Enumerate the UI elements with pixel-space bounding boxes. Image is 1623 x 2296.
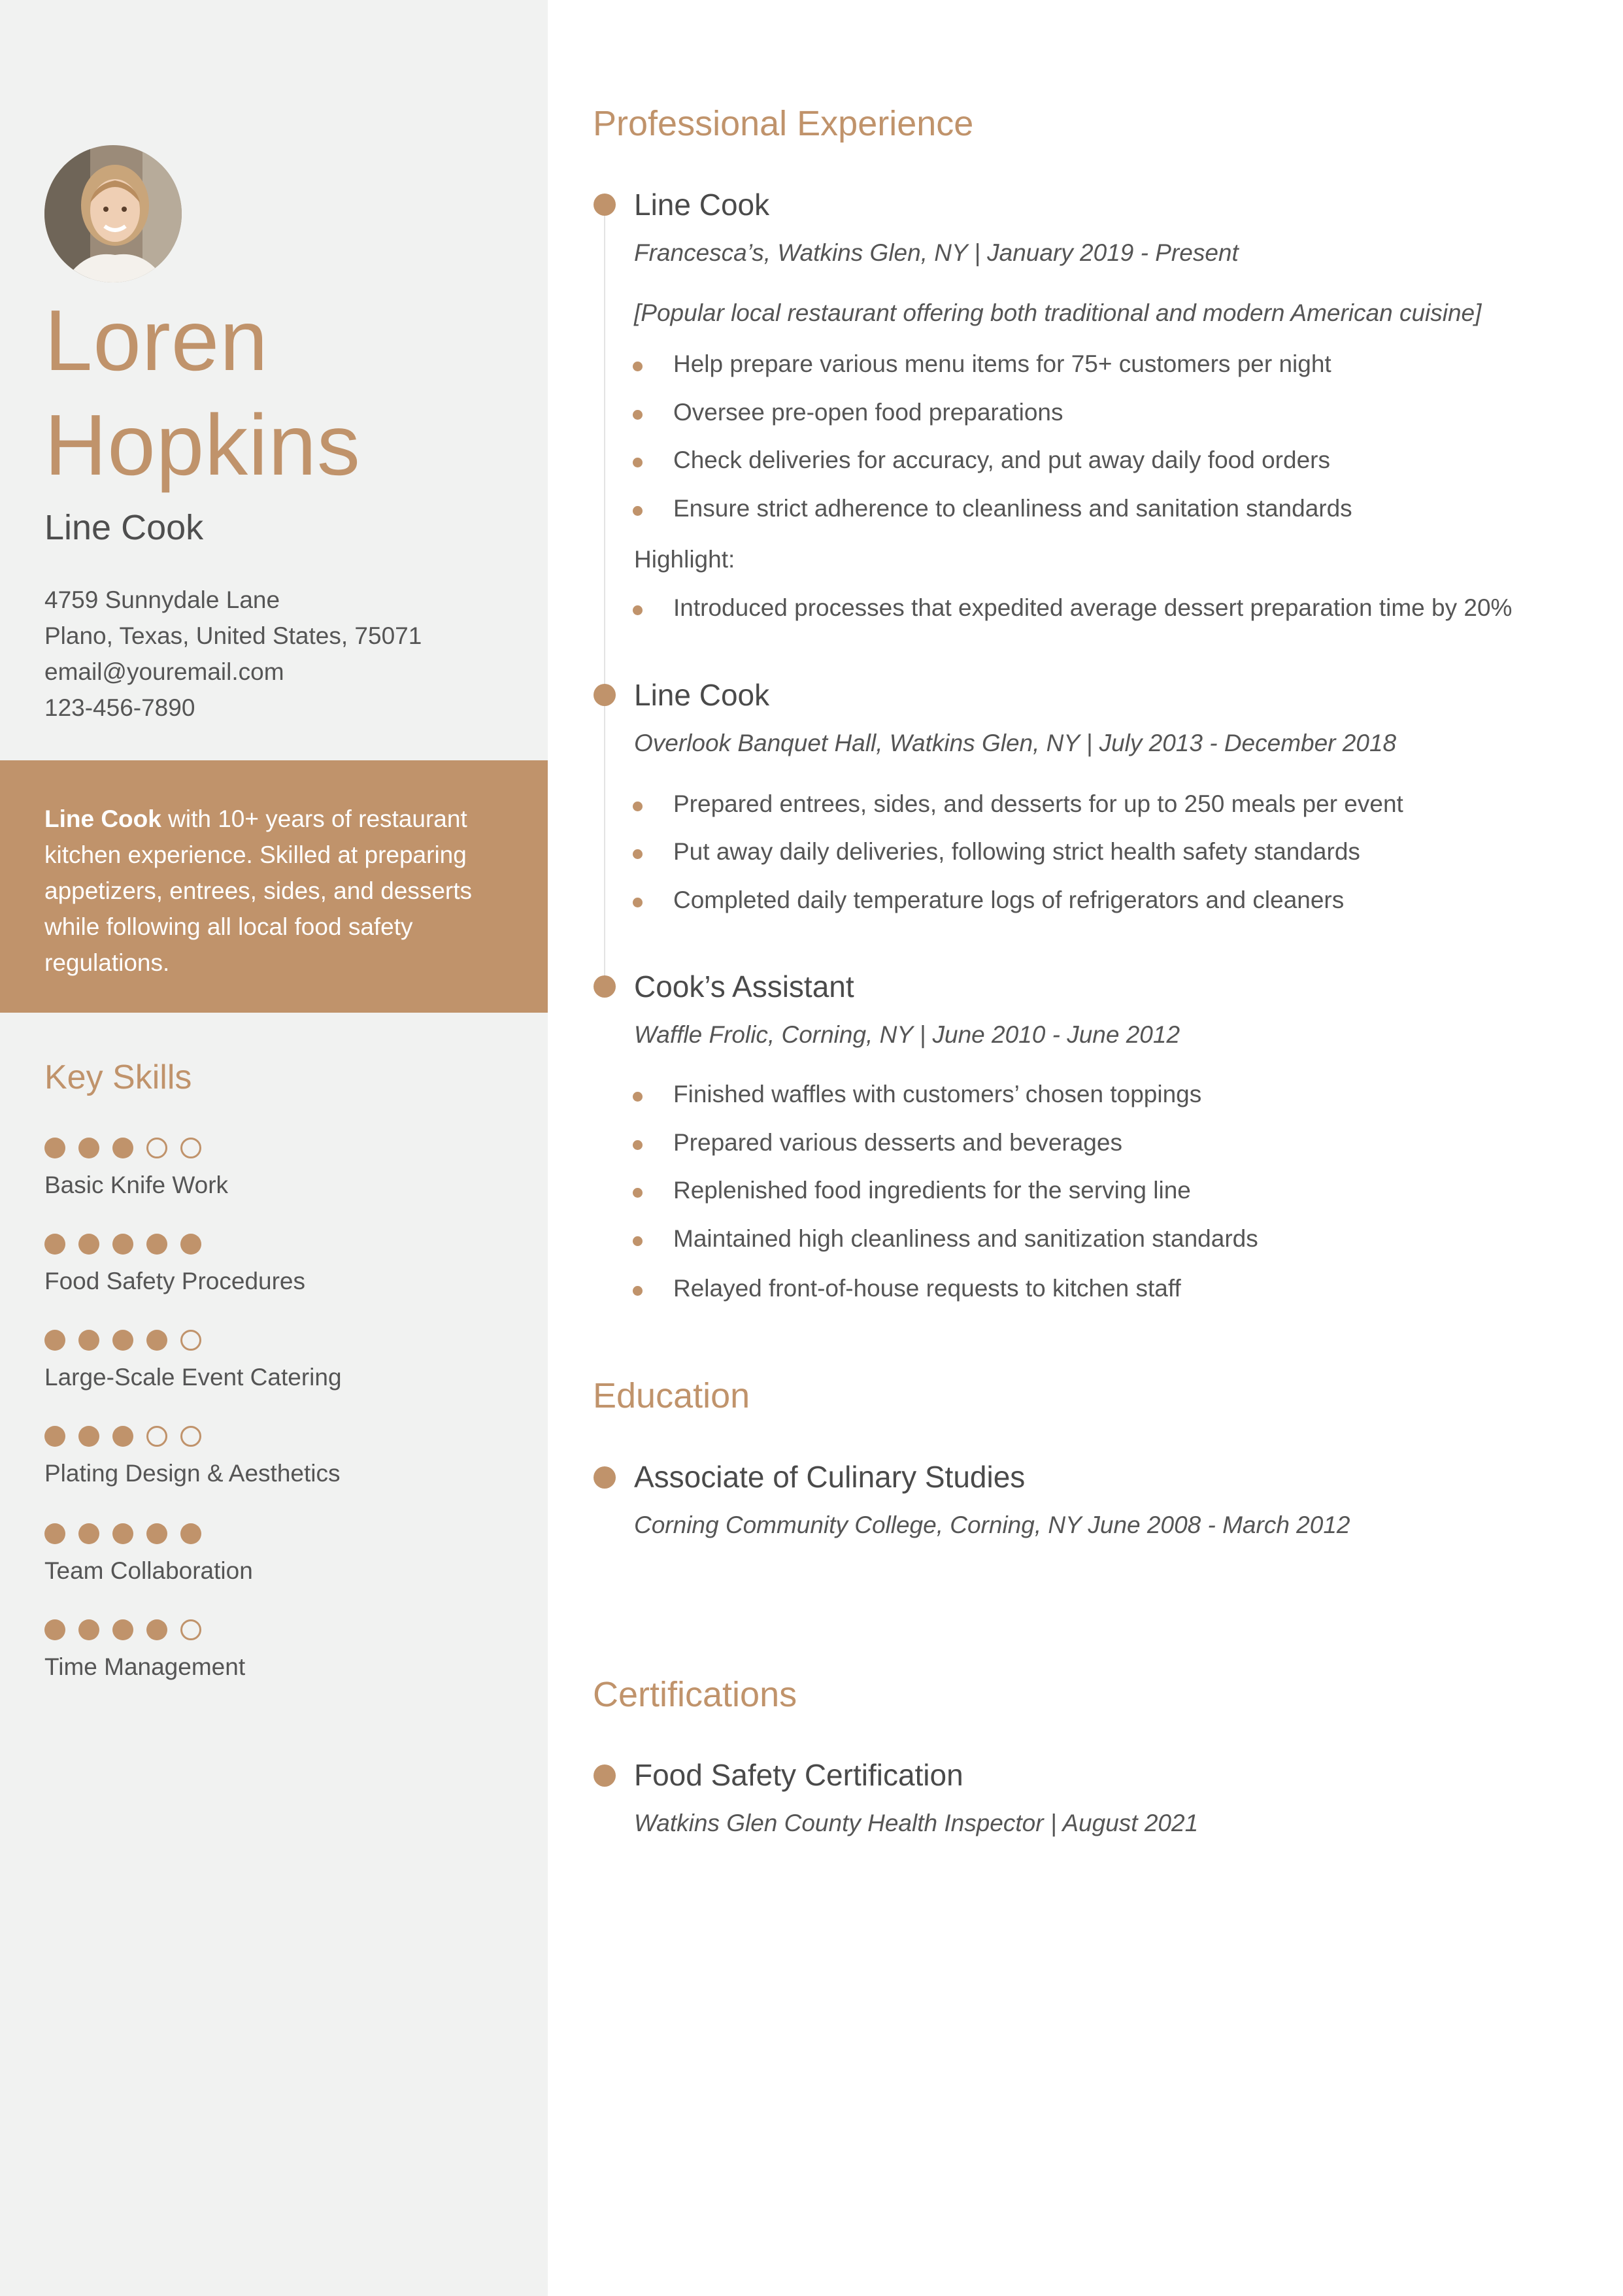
summary-box [0,760,548,1013]
rating-dot-filled [180,1234,201,1255]
job-meta: Francesca’s, Watkins Glen, NY | January 2019 - Present [634,239,1239,266]
skill-item [44,1234,515,1293]
sidebar [0,0,548,2296]
skill-item [44,1330,515,1389]
contact-info [44,582,422,726]
bullet-icon [633,849,643,859]
rating-dot-empty [180,1426,201,1447]
rating-dot-filled [146,1234,167,1255]
bullet-icon [633,1092,643,1102]
rating-dot-filled [44,1426,65,1447]
phone: 123-456-7890 [44,694,195,721]
rating-dot-filled [146,1523,167,1544]
rating-dot-filled [78,1138,99,1158]
profile-photo [44,145,182,282]
education-meta: Corning Community College, Corning, NY June 2008 - March 2012 [634,1511,1350,1538]
bullet-text: Completed daily temperature logs of refrigerators and cleaners [673,886,1345,913]
first-name: Loren [44,292,269,388]
summary-lead: Line Cook [44,805,161,832]
timeline-marker [594,1466,616,1489]
rating-dot-filled [44,1523,65,1544]
timeline-marker [594,194,616,216]
degree: Associate of Culinary Studies [634,1460,1026,1494]
bullet-icon [633,1140,643,1150]
job-meta: Overlook Banquet Hall, Watkins Glen, NY | July 2013 - December 2018 [634,730,1397,756]
skill-name: Time Management [44,1653,246,1680]
skill-item [44,1138,515,1197]
rating-dot-empty [146,1138,167,1158]
rating-dot-filled [146,1330,167,1351]
skill-rating [44,1330,515,1351]
rating-dot-empty [180,1138,201,1158]
skill-rating [44,1234,515,1255]
skill-item [44,1523,515,1583]
skill-item [44,1426,515,1485]
bullet-icon [633,1236,643,1246]
skill-rating [44,1426,515,1447]
rating-dot-filled [112,1234,133,1255]
skills-title: Key Skills [44,1058,192,1096]
skill-rating [44,1619,515,1640]
bullet-icon [633,506,643,516]
rating-dot-filled [78,1523,99,1544]
job-meta: Waffle Frolic, Corning, NY | June 2010 - June 2012 [634,1021,1180,1048]
timeline-line [604,209,605,981]
bullet-icon [633,898,643,907]
bullet-text: Relayed front-of-house requests to kitchen staff [673,1275,1181,1302]
avatar [44,145,182,282]
bullet-icon [633,458,643,467]
bullet-icon [633,1286,643,1296]
address-line-2: Plano, Texas, United States, 75071 [44,622,422,649]
bullet-text: Ensure strict adherence to cleanliness and sanitation standards [673,495,1352,522]
skill-name: Basic Knife Work [44,1172,229,1198]
bullet-icon [633,802,643,811]
skill-name: Team Collaboration [44,1557,253,1584]
timeline-marker [594,975,616,998]
bullet-icon [633,362,643,371]
bullet-text: Help prepare various menu items for 75+ customers per night [673,350,1331,377]
email: email@youremail.com [44,658,284,685]
skill-name: Food Safety Procedures [44,1268,305,1294]
rating-dot-filled [112,1619,133,1640]
rating-dot-filled [78,1234,99,1255]
job-role: Line Cook [634,678,770,712]
bullet-text: Maintained high cleanliness and sanitization standards [673,1225,1258,1252]
rating-dot-empty [180,1619,201,1640]
rating-dot-filled [44,1619,65,1640]
timeline-marker [594,684,616,706]
rating-dot-filled [146,1619,167,1640]
rating-dot-filled [112,1426,133,1447]
rating-dot-filled [78,1330,99,1351]
rating-dot-empty [180,1330,201,1351]
rating-dot-filled [112,1138,133,1158]
highlight-label: Highlight: [634,546,735,573]
rating-dot-empty [146,1426,167,1447]
job-role: Cook’s Assistant [634,970,854,1004]
bullet-text: Check deliveries for accuracy, and put away daily food orders [673,447,1330,473]
experience-title: Professional Experience [593,104,974,143]
job-description: [Popular local restaurant offering both traditional and modern American cuisine] [634,299,1482,326]
bullet-text: Finished waffles with customers’ chosen toppings [673,1081,1202,1107]
summary-text [44,801,503,981]
skill-name: Large-Scale Event Catering [44,1364,342,1391]
job-role: Line Cook [634,188,770,222]
job-title: Line Cook [44,508,204,547]
rating-dot-filled [78,1619,99,1640]
timeline-marker [594,1764,616,1787]
rating-dot-filled [44,1234,65,1255]
summary-body: with 10+ years of restaurant kitchen experience. Skilled at preparing appetizers, entrees, sides, and desserts while following all local food safety regulations. [44,805,473,976]
rating-dot-filled [44,1330,65,1351]
certification-name: Food Safety Certification [634,1758,963,1792]
address-line-1: 4759 Sunnydale Lane [44,586,280,613]
skill-rating [44,1138,515,1158]
bullet-text: Prepared various desserts and beverages [673,1129,1122,1156]
bullet-text: Replenished food ingredients for the serving line [673,1177,1191,1204]
certifications-title: Certifications [593,1675,797,1714]
education-title: Education [593,1376,750,1415]
rating-dot-filled [44,1138,65,1158]
rating-dot-filled [78,1426,99,1447]
certification-meta: Watkins Glen County Health Inspector | August 2021 [634,1810,1199,1836]
skill-rating [44,1523,515,1544]
rating-dot-filled [112,1330,133,1351]
skill-item [44,1619,515,1679]
bullet-text: Oversee pre-open food preparations [673,399,1063,426]
last-name: Hopkins [44,397,361,493]
bullet-icon [633,410,643,420]
rating-dot-filled [112,1523,133,1544]
bullet-text: Put away daily deliveries, following strict health safety standards [673,838,1360,865]
bullet-text: Introduced processes that expedited average dessert preparation time by 20% [673,594,1513,621]
skill-name: Plating Design & Aesthetics [44,1460,341,1487]
bullet-icon [633,1188,643,1198]
bullet-icon [633,605,643,615]
rating-dot-filled [180,1523,201,1544]
bullet-text: Prepared entrees, sides, and desserts for up to 250 meals per event [673,790,1403,817]
